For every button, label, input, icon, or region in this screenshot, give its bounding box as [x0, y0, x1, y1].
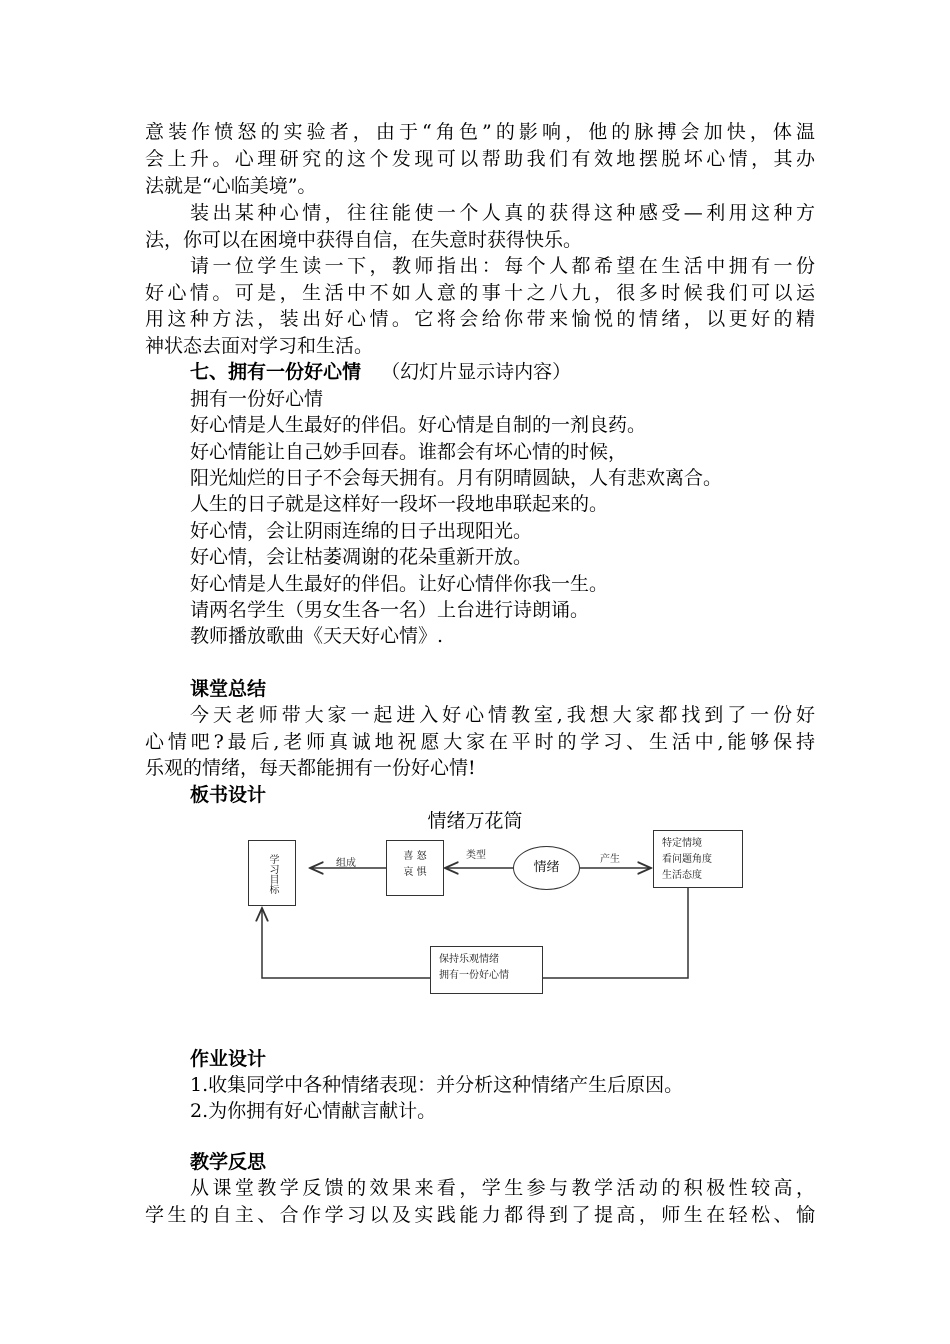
- homework-item: 1.收集同学中各种情绪表现：并分析这种情绪产生后原因。: [190, 1074, 684, 1096]
- section-title: 七、拥有一份好心情: [190, 361, 362, 383]
- homework-heading: 作业设计: [190, 1048, 267, 1070]
- edge-label-produce: 产生: [600, 854, 620, 865]
- poem-line: 好心情，会让枯萎凋谢的花朵重新开放。: [190, 546, 533, 568]
- body-line: 今天老师带大家一起进入好心情教室,我想大家都找到了一份好: [190, 704, 815, 726]
- mind-map-diagram: [240, 820, 760, 1010]
- poem-line: 人生的日子就是这样好一段坏一段地串联起来的。: [190, 493, 609, 515]
- poem-line: 好心情，会让阴雨连绵的日子出现阳光。: [190, 520, 533, 542]
- body-line: 学生的自主、合作学习以及实践能力都得到了提高，师生在轻松、愉: [145, 1204, 815, 1226]
- poem-line: 拥有一份好心情: [190, 388, 324, 410]
- body-line: 用这种方法，装出好心情。它将会给你带来愉悦的情绪，以更好的精: [145, 308, 815, 330]
- body-line: 心情吧?最后,老师真诚地祝愿大家在平时的学习、生活中,能够保持: [145, 731, 815, 753]
- body-line: 好心情。可是，生活中不如人意的事十之八九，很多时候我们可以运: [145, 282, 815, 304]
- optimism-box: 保持乐观情绪 拥有一份好心情: [430, 946, 543, 994]
- body-line: 乐观的情绪，每天都能拥有一份好心情!: [145, 757, 476, 779]
- edge-label-type: 类型: [466, 850, 486, 861]
- board-heading: 板书设计: [190, 784, 267, 806]
- poem-line: 阳光灿烂的日子不会每天拥有。月有阴晴圆缺，人有悲欢离合。: [190, 467, 723, 489]
- factors-box: 特定情境 看问题角度 生活态度: [653, 830, 743, 888]
- body-line: 意装作愤怒的实验者，由于“角色”的影响，他的脉搏会加快，体温: [145, 121, 815, 143]
- learning-goal-box: 学习目标: [248, 840, 296, 906]
- poem-line: 好心情是人生最好的伴侣。让好心情伴你我一生。: [190, 573, 609, 595]
- body-line: 神状态去面对学习和生活。: [145, 335, 374, 357]
- poem-line: 好心情能让自己妙手回春。谁都会有坏心情的时候，: [190, 441, 628, 463]
- section-note: （幻灯片显示诗内容）: [381, 361, 572, 383]
- body-line: 装出某种心情，往往能使一个人真的获得这种感受—利用这种方: [190, 202, 815, 224]
- emotion-node: 情绪: [513, 846, 580, 890]
- poem-line: 请两名学生（男女生各一名）上台进行诗朗诵。: [190, 599, 590, 621]
- homework-item: 2.为你拥有好心情献言献计。: [190, 1100, 437, 1122]
- emotion-types-box: 喜 怒 哀 惧: [386, 840, 444, 896]
- body-line: 从课堂教学反馈的效果来看，学生参与教学活动的积极性较高，: [190, 1177, 815, 1199]
- body-line: 法，你可以在困境中获得自信，在失意时获得快乐。: [145, 229, 583, 251]
- body-line: 会上升。心理研究的这个发现可以帮助我们有效地摆脱坏心情，其办: [145, 148, 815, 170]
- body-line: 请一位学生读一下，教师指出：每个人都希望在生活中拥有一份: [190, 255, 815, 277]
- section-heading: [190, 359, 815, 385]
- body-line: 法就是“心临美境”。: [145, 175, 317, 197]
- summary-heading: 课堂总结: [190, 678, 267, 700]
- reflection-heading: 教学反思: [190, 1151, 267, 1173]
- edge-label-compose: 组成: [336, 858, 356, 869]
- poem-line: 教师播放歌曲《天天好心情》.: [190, 625, 444, 647]
- diagram-caption: 情绪万花筒: [427, 810, 523, 832]
- poem-line: 好心情是人生最好的伴侣。好心情是自制的一剂良药。: [190, 414, 647, 436]
